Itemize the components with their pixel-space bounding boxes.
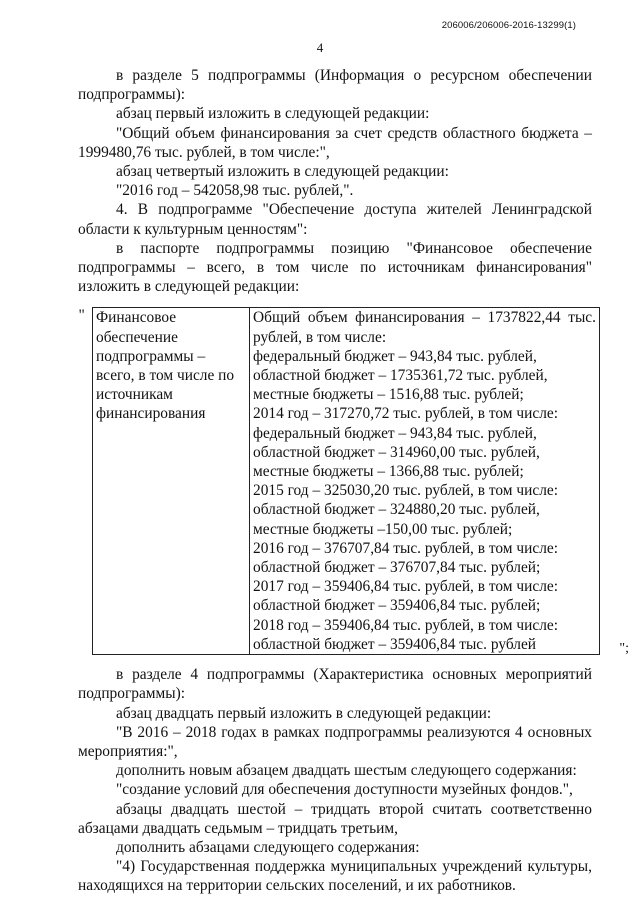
value-line: 2014 год – 317270,72 тыс. рублей, в том числе: xyxy=(253,405,558,423)
paragraph: абзац двадцать первый изложить в следующей редакции: xyxy=(116,704,492,722)
table-cell-label xyxy=(78,306,250,655)
paragraph: дополнить новым абзацем двадцать шестым следующего содержания: xyxy=(116,762,577,780)
paragraph: "создание условий для обеспечения доступности музейных фондов.", xyxy=(116,781,573,799)
label-line: по источникам xyxy=(96,367,235,404)
paragraph: абзац четвертый изложить в следующей редакции: xyxy=(116,163,449,181)
paragraph: в разделе 4 подпрограммы (Характеристика основных мероприятий подпрограммы): xyxy=(78,666,592,703)
value-line: областной бюджет – 376707,84 тыс. рублей; xyxy=(253,559,541,577)
value-line: 2017 год – 359406,84 тыс. рублей, в том числе: xyxy=(253,578,558,596)
paragraph: "Общий объем финансирования за счет средств областного бюджета – 1999480,76 тыс. рублей, в том числе:", xyxy=(78,124,592,161)
page-number: 4 xyxy=(316,40,324,55)
value-line: областной бюджет – 324880,20 тыс. рублей, xyxy=(253,501,540,519)
value-line: 2015 год – 325030,20 тыс. рублей, в том числе: xyxy=(253,482,558,500)
close-quote: "; xyxy=(619,640,629,656)
paragraph: "4) Государственная поддержка муниципальных учреждений культуры, находящихся на территории сельских поселений, и их работников. xyxy=(78,858,592,895)
value-line: областной бюджет – 314960,00 тыс. рублей, xyxy=(253,443,540,461)
label-line: подпрограммы – всего, xyxy=(96,347,206,385)
document-id: 206006/206006-2016-13299(1) xyxy=(441,20,576,31)
label-line: в том числе xyxy=(138,367,215,385)
value-line: областной бюджет – 359406,84 тыс. рублей; xyxy=(253,597,541,615)
paragraph: дополнить абзацами следующего содержания: xyxy=(116,838,420,856)
value-line: местные бюджеты – 1516,88 тыс. рублей; xyxy=(253,386,524,404)
document-body xyxy=(78,66,629,896)
table-row xyxy=(93,308,600,655)
open-quote: " xyxy=(78,306,85,324)
paragraph: в разделе 5 подпрограммы (Информация о ресурсном обеспечении подпрограммы): xyxy=(78,67,592,104)
value-line: федеральный бюджет – 943,84 тыс. рублей, xyxy=(253,347,537,365)
value-line: местные бюджеты – 1366,88 тыс. рублей; xyxy=(253,463,524,481)
paragraph: абзац первый изложить в следующей редакции: xyxy=(116,105,430,123)
value-line: Общий объем финансирования – 1737822,44 тыс. рублей, в том числе: xyxy=(253,309,596,346)
value-line: местные бюджеты –150,00 тыс. рублей; xyxy=(253,520,513,538)
paragraph: абзацы двадцать шестой – тридцать второй считать соответственно абзацами двадцать седьмым – тридцать третьим, xyxy=(78,800,592,837)
paragraph: "В 2016 – 2018 годах в рамках подпрограммы реализуются 4 основных мероприятия:", xyxy=(78,723,592,760)
paragraph: 4. В подпрограмме "Обеспечение доступа жителей Ленинградской области к культурным ценностям": xyxy=(78,201,592,238)
label-line: обеспечение xyxy=(96,328,178,346)
financing-table-wrapper xyxy=(78,306,629,656)
value-line: 2016 год – 376707,84 тыс. рублей, в том числе: xyxy=(253,539,558,557)
value-line: областной бюджет – 1735361,72 тыс. рублей, xyxy=(253,367,548,385)
table-cell-value xyxy=(250,308,629,656)
paragraph: в паспорте подпрограммы позицию "Финансовое обеспечение подпрограммы – всего, в том числе по источникам финансирования" изложить в следующей редакции: xyxy=(78,239,592,296)
value-line: 2018 год – 359406,84 тыс. рублей, в том числе: xyxy=(253,616,558,634)
value-line: областной бюджет – 359406,84 тыс. рублей xyxy=(253,635,537,653)
financing-table xyxy=(78,306,629,656)
label-line: финансирования xyxy=(96,405,206,423)
value-line: федеральный бюджет – 943,84 тыс. рублей, xyxy=(253,424,537,442)
label-line: Финансовое xyxy=(96,309,177,327)
paragraph: "2016 год – 542058,98 тыс. рублей,". xyxy=(116,182,354,200)
